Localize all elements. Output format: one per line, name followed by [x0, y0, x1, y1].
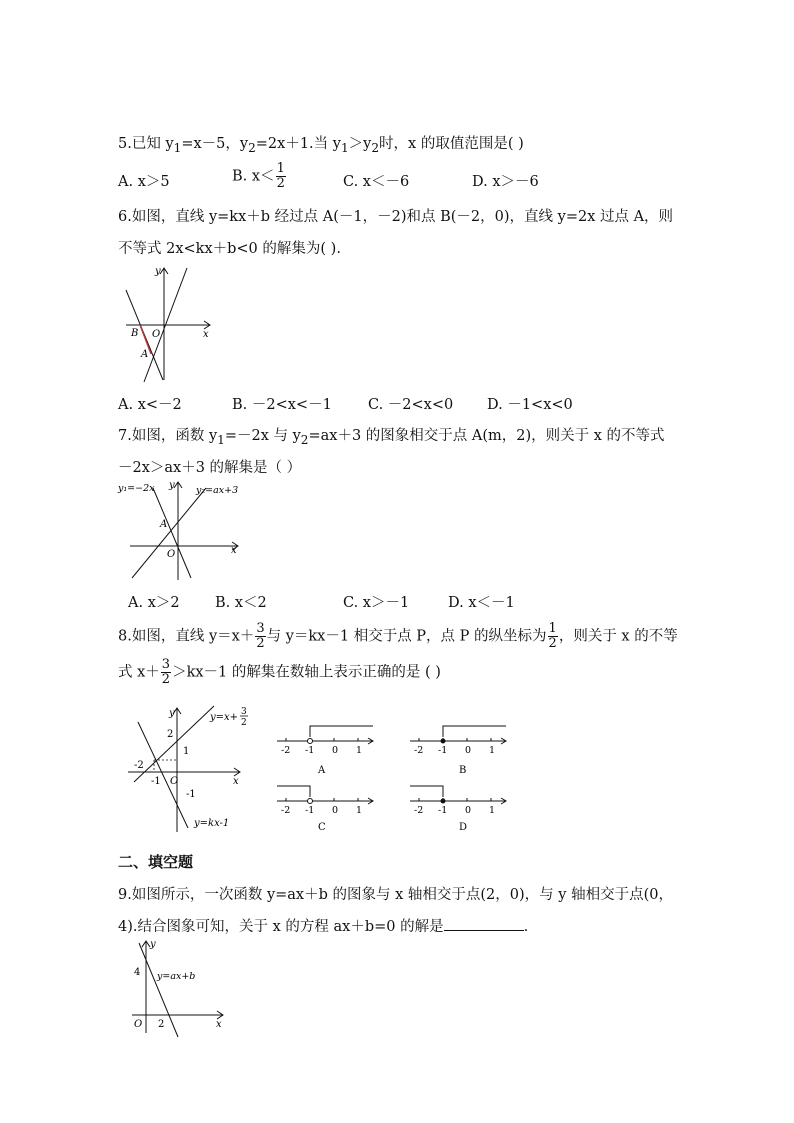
q8-figure — [122, 702, 257, 837]
svg-text:4: 4 — [134, 967, 141, 978]
q9-answer-blank[interactable] — [444, 916, 524, 931]
svg-text:B: B — [459, 765, 467, 776]
q9-stem-line2: 4).结合图象可知，关于 x 的方程 ax＋b=0 的解是 . — [118, 915, 528, 936]
svg-text:1: 1 — [489, 745, 496, 756]
q6-option-b: B. －2<x<－1 — [232, 397, 332, 413]
svg-text:y: y — [155, 266, 161, 277]
svg-text:B: B — [131, 328, 139, 339]
svg-text:O: O — [170, 776, 179, 787]
q9-stem-line1: 9.如图所示，一次函数 y=ax＋b 的图象与 x 轴相交于点(2，0)，与 y 轴相交于点(0， — [118, 887, 673, 903]
q5-option-d: D. x＞－6 — [472, 174, 539, 190]
svg-text:-1: -1 — [305, 745, 315, 756]
svg-text:-2: -2 — [414, 745, 424, 756]
q7-figure — [118, 476, 248, 586]
svg-text:y₂=ax+3: y₂=ax+3 — [196, 485, 239, 496]
svg-text:1: 1 — [489, 805, 496, 816]
svg-text:O: O — [152, 329, 161, 340]
q6-option-d: D. －1<x<0 — [487, 397, 573, 413]
svg-text:-2: -2 — [281, 745, 291, 756]
svg-text:C: C — [318, 822, 326, 833]
svg-text:x: x — [216, 1019, 222, 1030]
svg-text:y: y — [169, 708, 175, 719]
q8-option-c-numberline — [277, 782, 377, 837]
svg-text:0: 0 — [465, 745, 472, 756]
svg-text:y: y — [150, 939, 156, 950]
svg-text:-2: -2 — [281, 805, 291, 816]
q8-stem-line1: 8.如图，直线 y＝x＋ $\frac{3}{2}$ 与 y＝kx－1 相交于点 P，点 P 的纵坐标为 $\frac{1}{2}$ ，则关于 x 的不等 — [118, 621, 678, 651]
svg-text:1: 1 — [183, 746, 190, 757]
svg-text:0: 0 — [465, 805, 472, 816]
q8-stem-line2: 式 x＋ $\frac{3}{2}$ ＞kx－1 的解集在数轴上表示正确的是 ( ) — [118, 657, 441, 687]
svg-text:x: x — [203, 329, 209, 340]
svg-text:2: 2 — [167, 729, 174, 740]
svg-text:-1: -1 — [438, 805, 448, 816]
svg-text:0: 0 — [332, 805, 339, 816]
svg-text:A: A — [160, 519, 168, 530]
q6-option-a: A. x<－2 — [118, 397, 182, 413]
q7-stem-line1: 7.如图，函数 $y_1=-2x$ 与 $y_2=ax+3$ 的图象相交于点 A(m，2)，则关于 x 的不等式 — [118, 428, 665, 447]
svg-text:1: 1 — [356, 805, 363, 816]
svg-text:2: 2 — [158, 1019, 165, 1030]
section-heading-fill-in: 二、填空题 — [118, 853, 194, 871]
svg-text:y₁=−2x: y₁=−2x — [118, 483, 155, 494]
svg-text:1: 1 — [356, 745, 363, 756]
q5-option-c: C. x＜－6 — [343, 174, 410, 190]
q6-stem-line1: 6.如图，直线 y=kx＋b 经过点 A(－1，－2)和点 B(－2，0)，直线 y=2x 过点 A，则 — [118, 209, 674, 225]
q7-option-a: A. x＞2 — [128, 595, 180, 611]
q7-option-c: C. x＞－1 — [343, 595, 410, 611]
svg-text:y=ax+b: y=ax+b — [157, 971, 196, 982]
q6-figure — [118, 262, 218, 384]
svg-text:x: x — [231, 545, 237, 556]
q8-option-d-numberline — [410, 782, 510, 837]
svg-text:-2: -2 — [134, 760, 144, 771]
q5-option-b: B. x＜ $\frac{1}{2}$ — [232, 161, 285, 191]
svg-text:x: x — [233, 776, 239, 787]
q8-option-a-numberline — [277, 722, 377, 777]
svg-text:O: O — [167, 549, 176, 560]
q7-stem-line2: －2x＞ax＋3 的解集是（ ） — [118, 460, 302, 476]
svg-text:-1: -1 — [186, 789, 196, 800]
svg-text:A: A — [318, 765, 326, 776]
svg-text:O: O — [134, 1019, 143, 1030]
svg-text:2: 2 — [241, 718, 247, 728]
svg-text:3: 3 — [241, 707, 247, 717]
svg-text:y: y — [169, 480, 175, 491]
svg-text:-1: -1 — [438, 745, 448, 756]
svg-text:-2: -2 — [414, 805, 424, 816]
svg-text:D: D — [459, 822, 468, 833]
q5-option-a: A. x＞5 — [118, 174, 170, 190]
svg-text:y=x+: y=x+ — [210, 712, 239, 723]
svg-text:y=kx-1: y=kx-1 — [194, 818, 230, 829]
svg-text:-1: -1 — [305, 805, 315, 816]
q8-option-b-numberline — [410, 722, 510, 777]
q6-stem-line2: 不等式 2x<kx＋b<0 的解集为( ). — [118, 241, 341, 257]
svg-text:A: A — [141, 349, 149, 360]
svg-text:0: 0 — [332, 745, 339, 756]
q5-stem: 5.已知 $y_1=x-5$，$y_2=2x+1$.当 $y_1>y_2$时，x 的取值范围是( ) — [118, 136, 524, 155]
q6-option-c: C. －2<x<0 — [368, 397, 454, 413]
q7-option-b: B. x＜2 — [215, 595, 267, 611]
q9-figure — [128, 937, 228, 1037]
svg-text:-1: -1 — [151, 776, 161, 787]
q7-option-d: D. x＜－1 — [448, 595, 515, 611]
